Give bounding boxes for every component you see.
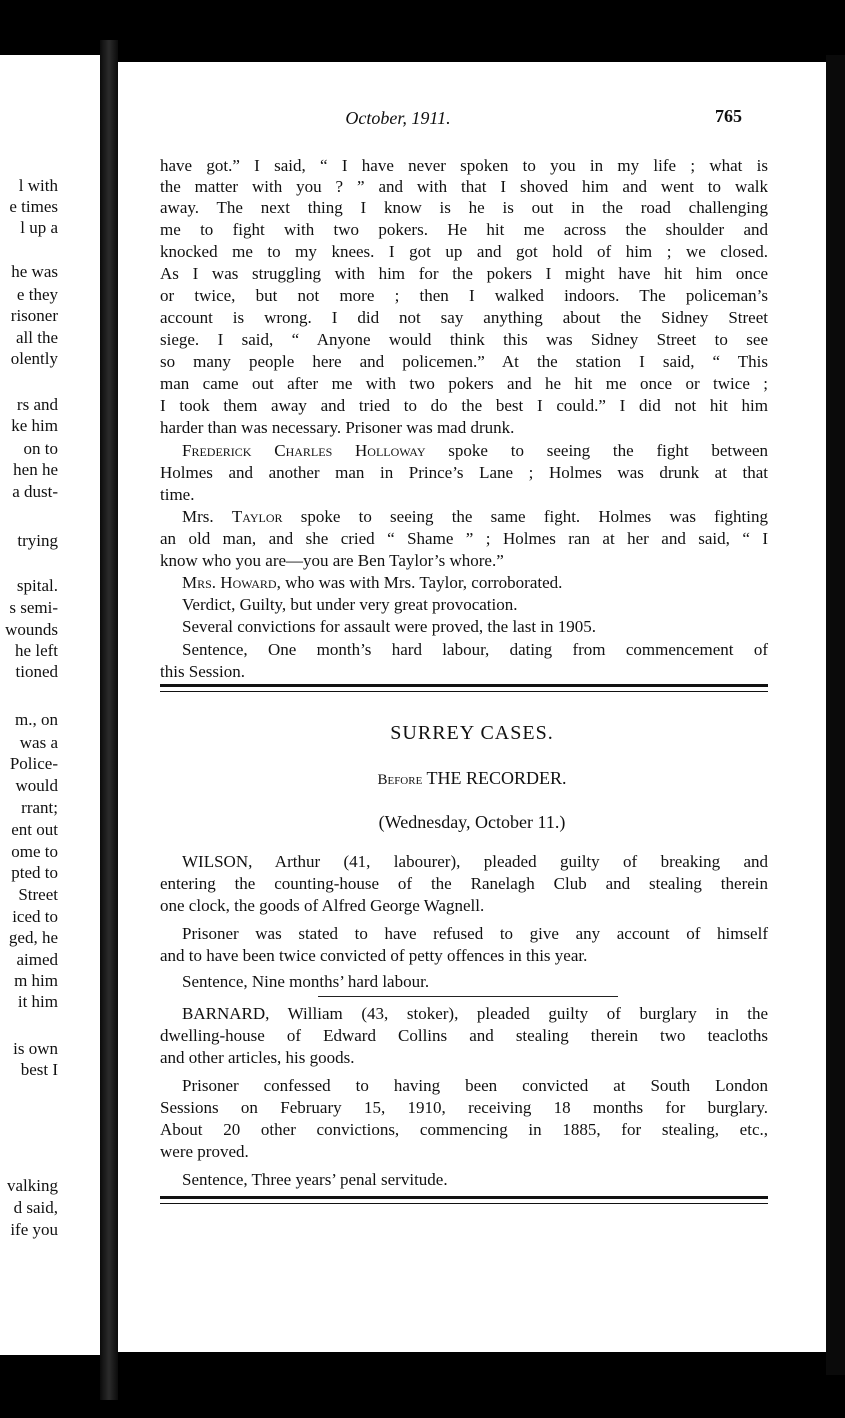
convictions-line: Several convictions for assault were proved, the last in 1905.: [182, 617, 597, 636]
verdict-line: Verdict, Guilty, but under very great provocation.: [182, 595, 518, 614]
left-line: m him: [14, 971, 58, 990]
left-line: valking: [7, 1176, 58, 1195]
left-line: l up a: [20, 218, 58, 237]
text-line: harder than was necessary. Prisoner was mad drunk.: [160, 418, 515, 437]
case-line: entering the counting-house of the Ranelagh Club and stealing therein: [160, 874, 768, 893]
section-rule-thin: [160, 691, 768, 692]
court-heading: [118, 768, 826, 789]
page-edge-shadow: [826, 55, 845, 1375]
text-line: know who you are—you are Ben Taylor’s whore.”: [160, 551, 504, 570]
case-line: Prisoner confessed to having been convicted at South London: [182, 1076, 768, 1095]
left-line: hen he: [13, 460, 58, 479]
text-line: I took them away and tried to do the best I could.” I did not hit him: [160, 396, 768, 415]
witness-text: , who was with Mrs. Taylor, corroborated.: [276, 573, 563, 592]
text-line: or twice, but not more ; then I walked indoors. The policeman’s: [160, 286, 768, 305]
sentence-line: Sentence, Nine months’ hard labour.: [182, 972, 430, 991]
section-rule-thin: [160, 1203, 768, 1204]
left-line: ome to: [11, 842, 58, 861]
witness-text: spoke to seeing the fight between: [448, 441, 768, 460]
case-line: About 20 other convictions, commencing in 1885, for stealing, etc.,: [160, 1120, 768, 1139]
case-line: and other articles, his goods.: [160, 1048, 355, 1067]
text-line: knocked me to my knees. I got up and got hold of him ; we closed.: [160, 242, 768, 261]
left-line: trying: [17, 531, 58, 550]
text-line: an old man, and she cried “ Shame ” ; Holmes ran at her and said, “ I: [160, 529, 768, 548]
main-page: [118, 62, 826, 1352]
before-label: Before: [377, 772, 423, 788]
left-line: risoner: [10, 306, 58, 325]
case-divider: [318, 996, 618, 997]
left-line: olently: [10, 349, 58, 368]
left-line: would: [15, 776, 58, 795]
left-line: ged, he: [8, 928, 58, 947]
witness-name: Taylor: [231, 507, 283, 526]
text-line: so many people here and policemen.” At the station I said, “ This: [160, 352, 768, 371]
left-line: e they: [16, 285, 58, 304]
session-date: (Wednesday, October 11.): [378, 812, 566, 832]
left-line: l with: [18, 176, 58, 195]
text-line: away. The next thing I know is he is out in the road challenging: [160, 198, 768, 217]
book-gutter: [100, 40, 118, 1400]
case-line: dwelling-house of Edward Collins and stealing therein two teacloths: [160, 1026, 768, 1045]
left-line: is own: [13, 1039, 58, 1058]
section-title: SURREY CASES.: [390, 722, 554, 744]
left-line: ife you: [10, 1220, 58, 1239]
left-line: rrant;: [21, 798, 58, 817]
left-line: pted to: [11, 863, 58, 882]
witness-line: [160, 507, 768, 527]
left-line: a dust-: [12, 482, 58, 501]
case-line: and to have been twice convicted of petty offences in this year.: [160, 946, 588, 965]
left-line: on to: [23, 439, 58, 458]
text-line: As I was struggling with him for the pokers I might have hit him once: [160, 264, 768, 283]
text-line: account is wrong. I did not say anything about the Sidney Street: [160, 308, 768, 327]
text-line: man came out after me with two pokers and he hit me once or twice ;: [160, 374, 768, 393]
left-line: best I: [20, 1060, 58, 1079]
section-rule-thick: [160, 684, 768, 687]
section-rule-thick: [160, 1196, 768, 1199]
left-line: it him: [17, 992, 58, 1011]
case-line: Prisoner was stated to have refused to give any account of himself: [182, 924, 768, 943]
witness-name: Mrs. Howard: [182, 573, 277, 592]
left-line: Street: [18, 885, 58, 904]
left-line: rs and: [16, 395, 58, 414]
left-line: wounds: [5, 620, 58, 639]
before-recorder: THE RECORDER.: [426, 768, 567, 788]
left-line: was a: [19, 733, 58, 752]
left-line: he left: [15, 641, 58, 660]
running-head-text: October, 1911.: [345, 108, 451, 128]
left-line: iced to: [12, 907, 58, 926]
left-line: m., on: [15, 710, 58, 729]
case-line: Sessions on February 15, 1910, receiving 18 months for burglary.: [160, 1098, 768, 1117]
left-line: s semi-: [9, 598, 58, 617]
left-page: [0, 55, 100, 1355]
case-line: one clock, the goods of Alfred George Wagnell.: [160, 896, 485, 915]
left-line: aimed: [16, 950, 58, 969]
left-line: d said,: [13, 1198, 58, 1217]
page-number: 765: [715, 106, 742, 126]
witness-name: Frederick Charles Holloway: [182, 441, 426, 460]
running-head: [118, 108, 678, 129]
witness-line: [160, 441, 768, 461]
text-line: Holmes and another man in Prince’s Lane ; Holmes was drunk at that: [160, 463, 768, 482]
text-line: the matter with you ? ” and with that I shoved him and went to walk: [160, 177, 768, 196]
sentence-line: Sentence, One month’s hard labour, dating from commencement of: [182, 640, 768, 659]
witness-text: spoke to seeing the same fight. Holmes was fighting: [300, 507, 768, 526]
text-line: siege. I said, “ Anyone would think this was Sidney Street to see: [160, 330, 768, 349]
left-line: spital.: [16, 576, 58, 595]
sentence-line: Sentence, Three years’ penal servitude.: [182, 1170, 448, 1189]
left-line: ke him: [11, 416, 58, 435]
left-line: all the: [15, 328, 58, 347]
witness-title: Mrs.: [182, 507, 232, 526]
left-line: Police-: [9, 754, 58, 773]
text-line: time.: [160, 485, 195, 504]
left-line: he was: [11, 262, 58, 281]
left-line: ent out: [11, 820, 58, 839]
text-line: me to fight with two pokers. He hit me across the shoulder and: [160, 220, 768, 239]
left-line: e times: [9, 197, 58, 216]
sentence-line: this Session.: [160, 662, 246, 681]
case-line: were proved.: [160, 1142, 249, 1161]
text-line: have got.” I said, “ I have never spoken to you in my life ; what is: [160, 156, 768, 175]
case-line: BARNARD, William (43, stoker), pleaded guilty of burglary in the: [182, 1004, 768, 1023]
case-line: WILSON, Arthur (41, labourer), pleaded guilty of breaking and: [182, 852, 768, 871]
witness-line: [160, 573, 768, 593]
left-line: tioned: [15, 662, 58, 681]
